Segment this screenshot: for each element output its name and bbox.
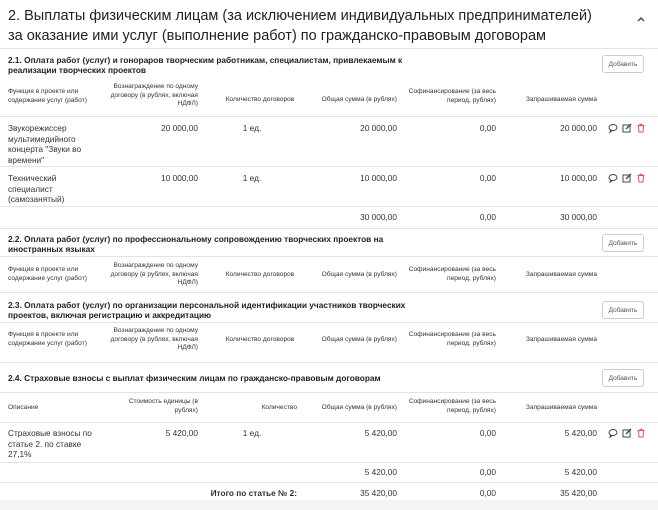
col-header-count: Количество договоров <box>225 96 295 103</box>
sum-cofin: 0,00 <box>479 467 496 477</box>
col-header-total: Общая сумма (в рублях) <box>321 271 397 278</box>
col-header-cofin: Софинансирование (за весь период, рублях) <box>408 266 496 282</box>
section-title-2-3: 2.3. Оплата работ (услуг) по организации персональной идентификации участников творческих проектов, включая регистрацию и аккредитацию <box>8 300 406 320</box>
col-header-function: Функция в проекте или содержание услуг (работ) <box>8 266 87 282</box>
grand-total-sum: 35 420,00 <box>360 488 397 498</box>
trash-icon[interactable] <box>636 428 646 438</box>
add-button-2-1[interactable]: Добавить <box>602 55 644 73</box>
chevron-up-icon[interactable] <box>636 14 646 24</box>
row-cofin: 0,00 <box>479 428 496 438</box>
col-header-requested: Запрашиваемая сумма <box>525 404 597 411</box>
col-header-count: Количество договоров <box>225 271 295 278</box>
col-header-cofin: Софинансирование (за весь период, рублях) <box>408 88 496 104</box>
grand-total-requested: 35 420,00 <box>560 488 597 498</box>
col-header-total: Общая сумма (в рублях) <box>321 336 397 343</box>
sum-total: 30 000,00 <box>360 212 397 222</box>
row-actions <box>608 173 646 183</box>
edit-icon[interactable] <box>622 123 632 133</box>
row-requested: 5 420,00 <box>564 428 597 438</box>
col-header-requested: Запрашиваемая сумма <box>525 96 597 103</box>
col-header-count: Количество договоров <box>225 336 295 343</box>
divider <box>0 48 658 49</box>
col-header-reward: Вознаграждение по одному договору (в рублях, включая НДФЛ) <box>110 83 198 107</box>
add-button-2-2[interactable]: Добавить <box>602 234 644 252</box>
add-button-2-4[interactable]: Добавить <box>602 369 644 387</box>
col-header-cofin: Софинансирование (за весь период, рублях) <box>408 331 496 347</box>
row-actions <box>608 123 646 133</box>
row-total: 10 000,00 <box>360 173 397 183</box>
row-requested: 10 000,00 <box>560 173 597 183</box>
sum-cofin: 0,00 <box>479 212 496 222</box>
row-actions <box>608 428 646 438</box>
row-cofin: 0,00 <box>479 123 496 133</box>
row-reward: 5 420,00 <box>165 428 198 438</box>
edit-icon[interactable] <box>622 428 632 438</box>
section-title-2-4: 2.4. Страховые взносы с выплат физическим лицам по гражданско-правовым договорам <box>8 373 381 383</box>
bottom-strip <box>0 500 658 510</box>
sum-total: 5 420,00 <box>364 467 397 477</box>
col-header-description: Описание <box>8 404 39 411</box>
row-name: Звукорежиссер мультимедийного концерта "Звуки во времени" <box>8 123 82 165</box>
sum-requested: 5 420,00 <box>564 467 597 477</box>
col-header-total: Общая сумма (в рублях) <box>321 404 397 411</box>
col-header-quantity: Количество <box>261 404 297 411</box>
col-header-function: Функция в проекте или содержание услуг (работ) <box>8 331 87 347</box>
row-reward: 10 000,00 <box>161 173 198 183</box>
trash-icon[interactable] <box>636 173 646 183</box>
row-requested: 20 000,00 <box>560 123 597 133</box>
grand-total-label: Итого по статье № 2: <box>210 488 297 498</box>
col-header-unit-cost: Стоимость единицы (в рублях) <box>128 398 198 414</box>
add-button-2-3[interactable]: Добавить <box>602 301 644 319</box>
row-reward: 20 000,00 <box>161 123 198 133</box>
col-header-function: Функция в проекте или содержание услуг (работ) <box>8 88 87 104</box>
row-count: 1 ед. <box>242 173 262 183</box>
col-header-cofin: Софинансирование (за весь период, рублях) <box>408 398 496 414</box>
comment-icon[interactable] <box>608 123 618 133</box>
row-count: 1 ед. <box>242 123 262 133</box>
row-cofin: 0,00 <box>479 173 496 183</box>
row-name: Страховые взносы по статье 2. по ставке 27,1% <box>8 428 92 459</box>
col-header-reward: Вознаграждение по одному договору (в рублях, включая НДФЛ) <box>110 262 198 286</box>
sum-requested: 30 000,00 <box>560 212 597 222</box>
col-header-requested: Запрашиваемая сумма <box>525 336 597 343</box>
col-header-total: Общая сумма (в рублях) <box>321 96 397 103</box>
row-name: Технический специалист (самозанятый) <box>8 173 65 204</box>
grand-total-cofin: 0,00 <box>479 488 496 498</box>
section-title-2-1: 2.1. Оплата работ (услуг) и гонораров творческим работникам, специалистам, привлекаемым к реализации творческих проектов <box>8 55 403 75</box>
comment-icon[interactable] <box>608 173 618 183</box>
row-total: 5 420,00 <box>364 428 397 438</box>
col-header-reward: Вознаграждение по одному договору (в рублях, включая НДФЛ) <box>110 327 198 351</box>
row-total: 20 000,00 <box>360 123 397 133</box>
col-header-requested: Запрашиваемая сумма <box>525 271 597 278</box>
section-title-2-2: 2.2. Оплата работ (услуг) по профессиональному сопровождению творческих проектов на иностранных языках <box>8 234 384 254</box>
comment-icon[interactable] <box>608 428 618 438</box>
edit-icon[interactable] <box>622 173 632 183</box>
page-title: 2. Выплаты физическим лицам (за исключением индивидуальных предпринимателей) за оказание ими услуг (выполнение работ) по гражданско-правовым договорам <box>8 8 592 44</box>
trash-icon[interactable] <box>636 123 646 133</box>
row-count: 1 ед. <box>242 428 262 438</box>
